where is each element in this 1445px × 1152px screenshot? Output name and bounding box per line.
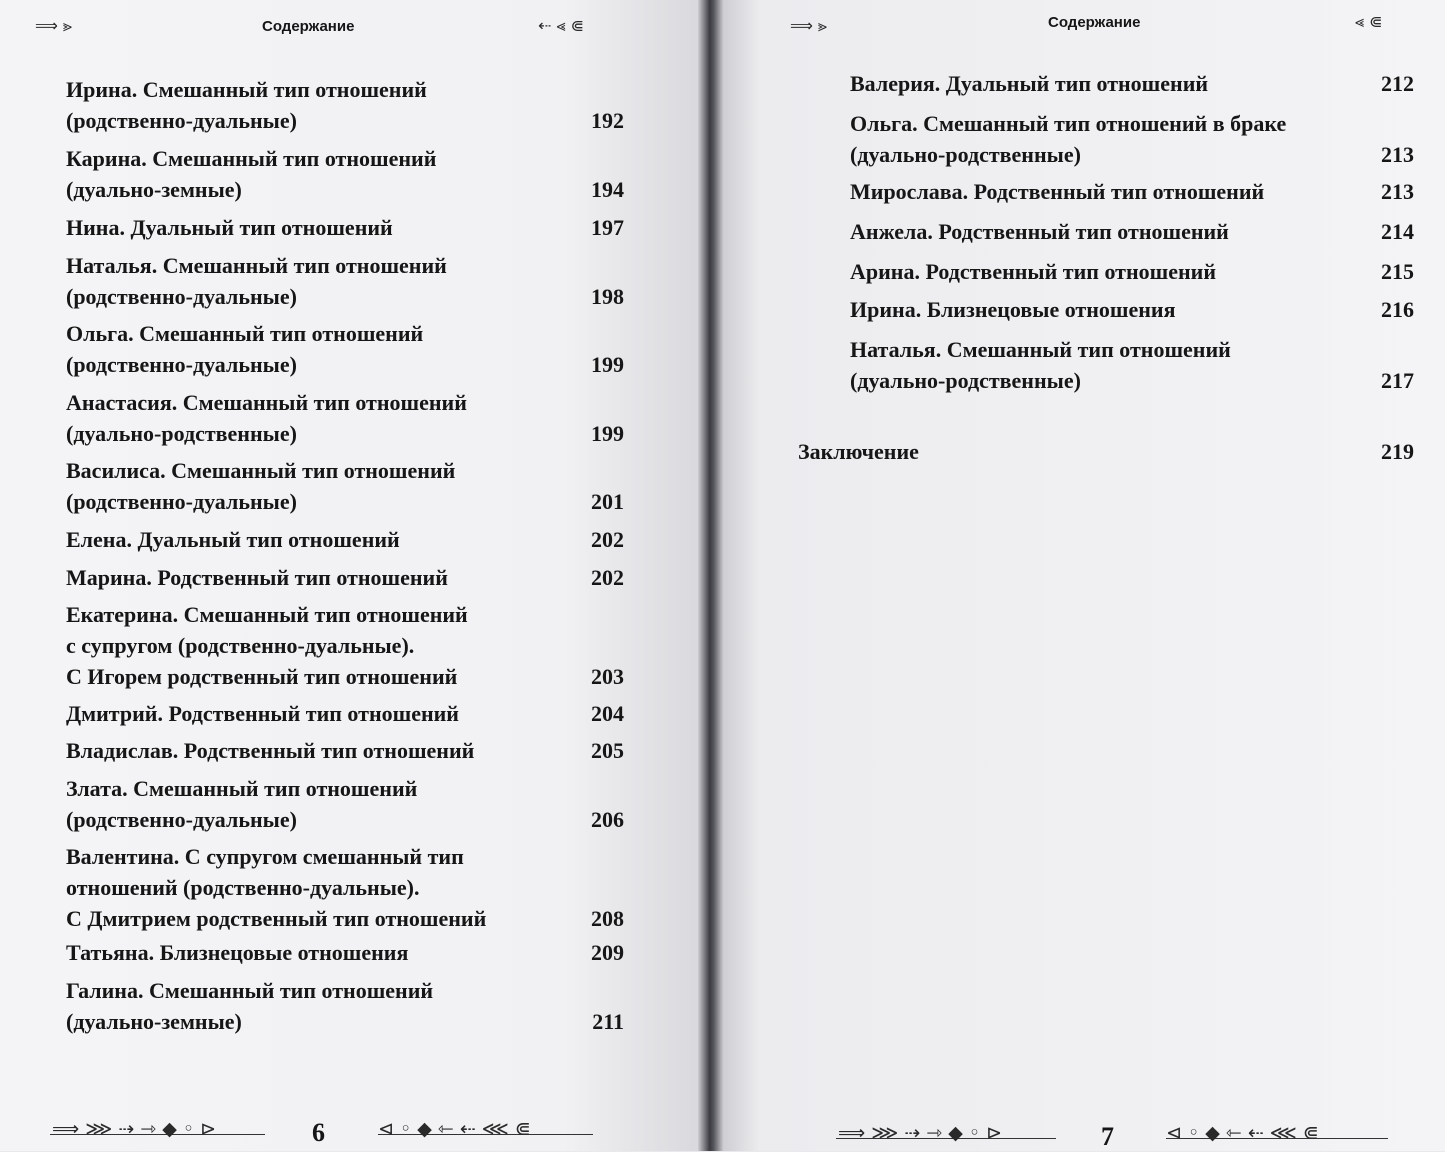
toc-entry [66,250,624,312]
toc-entry [66,455,624,517]
toc-entry-page: 208 [591,906,624,931]
toc-entry [66,74,624,136]
toc-entry-title: Василиса. Смешанный тип отношений (родственно-дуальные) [66,458,456,514]
toc-entry-title: Ирина. Близнецовые отношения [850,297,1176,322]
toc-entry-title: Татьяна. Близнецовые отношения [66,940,409,965]
toc-entry-page: 213 [1381,142,1414,167]
toc-entry-title: Мирослава. Родственный тип отношений [850,179,1265,204]
toc-entry [66,562,624,593]
toc-entry [66,735,624,766]
toc-entry-page: 209 [591,940,624,965]
toc-entry-page: 194 [591,177,624,202]
toc-entry [66,937,624,968]
footer-ornament-left: ⟹ ⋙ ⇢ ⇾ ◆ ◦ ⊳ [838,1122,1003,1144]
toc-entry-page: 216 [1381,297,1414,322]
toc-entry-page: 198 [591,284,624,309]
toc-entry-title: Марина. Родственный тип отношений [66,565,448,590]
right-running-header: Содержание [1048,14,1141,31]
toc-entry-page: 213 [1381,179,1414,204]
toc-entry-page: 201 [591,489,624,514]
toc-entry [66,318,624,380]
toc-conclusion [798,436,1414,467]
toc-entry [66,143,624,205]
toc-entry [66,975,624,1037]
toc-entry-page: 212 [1381,71,1414,96]
toc-entry [850,334,1414,396]
header-ornament-right: ⪡ ⋐ [1355,12,1383,31]
toc-entry-title: Валентина. С супругом смешанный тип отношений (родственно-дуальные). С Дмитрием родственный тип отношений [66,844,487,931]
toc-entry-title: Карина. Смешанный тип отношений (дуально-земные) [66,146,437,202]
left-running-header: Содержание [262,18,355,35]
toc-entry-title: Злата. Смешанный тип отношений (родственно-дуальные) [66,776,418,832]
toc-entry-page: 219 [1381,439,1414,464]
toc-entry-title: Наталья. Смешанный тип отношений (родственно-дуальные) [66,253,447,309]
toc-entry [850,68,1414,99]
toc-entry-page: 199 [591,421,624,446]
toc-entry-page: 204 [591,701,624,726]
toc-entry-page: 199 [591,352,624,377]
toc-entry [66,599,624,692]
header-ornament-left: ⟹ ⪢ [35,16,73,35]
toc-entry-title: Ольга. Смешанный тип отношений (родственно-дуальные) [66,321,424,377]
toc-entry-title: Наталья. Смешанный тип отношений (дуально-родственные) [850,337,1231,393]
toc-entry [66,387,624,449]
toc-entry [66,698,624,729]
footer-ornament-left: ⟹ ⋙ ⇢ ⇾ ◆ ◦ ⊳ [52,1118,217,1140]
toc-entry [850,108,1414,170]
toc-entry-page: 206 [591,807,624,832]
toc-entry-page: 214 [1381,219,1414,244]
toc-entry-title: Дмитрий. Родственный тип отношений [66,701,459,726]
book-spine [698,0,724,1151]
toc-entry [850,294,1414,325]
toc-entry-title: Арина. Родственный тип отношений [850,259,1216,284]
toc-entry-title: Заключение [798,439,919,464]
footer-ornament-right: ⊲ ◦ ◆ ⇽ ⇠ ⋘ ⋐ [1166,1122,1319,1144]
toc-entry-page: 197 [591,215,624,240]
toc-entry [66,524,624,555]
header-ornament-left: ⟹ ⪢ [790,16,828,35]
right-page [716,0,1445,1151]
toc-entry [66,212,624,243]
toc-entry-title: Анжела. Родственный тип отношений [850,219,1229,244]
toc-entry-page: 205 [591,738,624,763]
toc-entry [66,773,624,835]
toc-entry-title: Галина. Смешанный тип отношений (дуально-земные) [66,978,434,1034]
toc-entry-page: 211 [592,1009,624,1034]
toc-entry [850,216,1414,247]
toc-entry-page: 217 [1381,368,1414,393]
toc-entry [850,256,1414,287]
toc-entry-page: 202 [591,527,624,552]
toc-entry-title: Владислав. Родственный тип отношений [66,738,475,763]
toc-entry-title: Нина. Дуальный тип отношений [66,215,393,240]
toc-entry-title: Елена. Дуальный тип отношений [66,527,400,552]
toc-entry-title: Ирина. Смешанный тип отношений (родственно-дуальные) [66,77,427,133]
toc-entry-page: 203 [591,664,624,689]
toc-entry [66,841,624,934]
toc-entry-page: 215 [1381,259,1414,284]
toc-entry-title: Анастасия. Смешанный тип отношений (дуально-родственные) [66,390,467,446]
toc-entry [850,176,1414,207]
toc-entry-title: Ольга. Смешанный тип отношений в браке (дуально-родственные) [850,111,1287,167]
page-number: 7 [1101,1122,1114,1151]
footer-ornament-right: ⊲ ◦ ◆ ⇽ ⇠ ⋘ ⋐ [378,1118,531,1140]
toc-entry-title: Екатерина. Смешанный тип отношений с супругом (родственно-дуальные). С Игорем родственный тип отношений [66,602,468,689]
header-ornament-right: ⇠ ⪡ ⋐ [538,16,585,35]
toc-entry-title: Валерия. Дуальный тип отношений [850,71,1209,96]
toc-entry-page: 192 [591,108,624,133]
toc-entry-page: 202 [591,565,624,590]
page-number: 6 [312,1118,325,1147]
